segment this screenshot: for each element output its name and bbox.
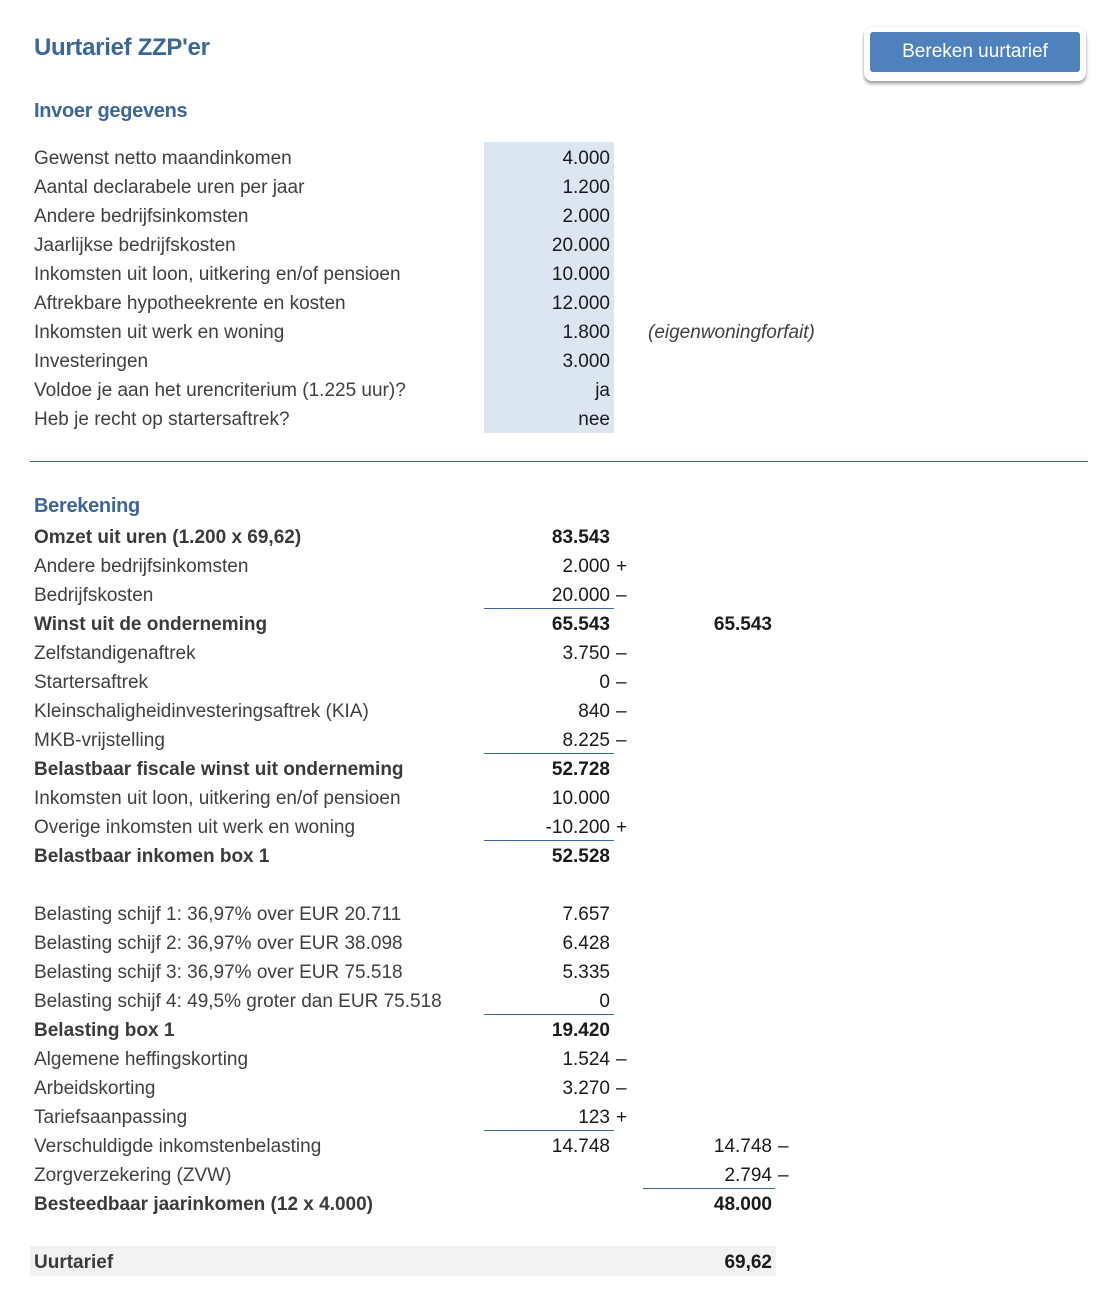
calc-value: 0 bbox=[599, 672, 610, 693]
calc-label: Belastbaar fiscale winst uit onderneming bbox=[34, 759, 404, 780]
calc-row-other-business-income bbox=[0, 552, 1118, 581]
calc-label: Arbeidskorting bbox=[34, 1078, 156, 1099]
calc-value: 10.000 bbox=[551, 788, 610, 809]
calc-value: 1.524 bbox=[562, 1049, 610, 1070]
minus-sign: – bbox=[778, 1165, 789, 1186]
desired-net-monthly-income-input[interactable] bbox=[490, 144, 610, 173]
billable-hours-input[interactable] bbox=[490, 173, 610, 202]
sum-underline bbox=[484, 753, 614, 754]
sum-underline bbox=[643, 1188, 775, 1189]
calc-value: 3.750 bbox=[562, 643, 610, 664]
calc-label: Tariefsaanpassing bbox=[34, 1107, 188, 1128]
calc-value: 6.428 bbox=[562, 933, 610, 954]
calc-label: Inkomsten uit loon, uitkering en/of pensioen bbox=[34, 788, 401, 809]
calc-value: -10.200 bbox=[545, 817, 610, 838]
calc-value: 3.270 bbox=[562, 1078, 610, 1099]
calc-row-labour-tax-credit bbox=[0, 1074, 1118, 1103]
input-label: Inkomsten uit werk en woning bbox=[34, 322, 285, 343]
minus-sign: – bbox=[616, 1049, 627, 1070]
home-income-note: (eigenwoningforfait) bbox=[648, 322, 815, 343]
hourly-rate-value: 69,62 bbox=[724, 1252, 772, 1273]
input-row-desired-net-income bbox=[0, 144, 1118, 173]
calc-label: Besteedbaar jaarinkomen (12 x 4.000) bbox=[34, 1194, 374, 1215]
minus-sign: – bbox=[616, 730, 627, 751]
input-label: Voldoe je aan het urencriterium (1.225 uur)? bbox=[34, 380, 406, 401]
calc-value: 52.528 bbox=[551, 846, 610, 867]
calc-label: Winst uit de onderneming bbox=[34, 614, 268, 635]
calc-value: 2.000 bbox=[562, 556, 610, 577]
calc-row-tax-bracket-1 bbox=[0, 900, 1118, 929]
calc-label: Startersaftrek bbox=[34, 672, 149, 693]
home-income-input[interactable] bbox=[490, 318, 610, 347]
calc-value: 19.420 bbox=[551, 1020, 610, 1041]
sum-underline bbox=[484, 840, 614, 841]
starter-deduction-input[interactable] bbox=[490, 405, 610, 434]
input-label: Aantal declarabele uren per jaar bbox=[34, 177, 305, 198]
input-row-mortgage-interest bbox=[0, 289, 1118, 318]
calc-label: Belastbaar inkomen box 1 bbox=[34, 846, 270, 867]
input-label: Gewenst netto maandinkomen bbox=[34, 148, 292, 169]
calc-value: 65.543 bbox=[551, 614, 610, 635]
sum-underline bbox=[484, 1014, 614, 1015]
calc-value-secondary: 48.000 bbox=[713, 1194, 772, 1215]
sum-underline bbox=[484, 1130, 614, 1131]
calc-row-tax-bracket-3 bbox=[0, 958, 1118, 987]
calc-row-tax-box1 bbox=[0, 1016, 1118, 1045]
calc-value: 14.748 bbox=[551, 1136, 610, 1157]
annual-business-costs-input[interactable] bbox=[490, 231, 610, 260]
calc-label: Verschuldigde inkomstenbelasting bbox=[34, 1136, 322, 1157]
calc-row-self-employed-deduction bbox=[0, 639, 1118, 668]
input-row-starter-deduction bbox=[0, 405, 1118, 434]
calc-value: 52.728 bbox=[551, 759, 610, 780]
minus-sign: – bbox=[616, 672, 627, 693]
calc-label: Belasting schijf 1: 36,97% over EUR 20.711 bbox=[34, 904, 402, 925]
calc-row-rate-adjustment bbox=[0, 1103, 1118, 1132]
calc-row-revenue-hours bbox=[0, 523, 1118, 552]
minus-sign: – bbox=[778, 1136, 789, 1157]
wage-income-input[interactable] bbox=[490, 260, 610, 289]
calc-label: Belasting schijf 4: 49,5% groter dan EUR 75.518 bbox=[34, 991, 442, 1012]
calc-value: 123 bbox=[578, 1107, 610, 1128]
calc-row-health-insurance bbox=[0, 1161, 1118, 1190]
minus-sign: – bbox=[616, 643, 627, 664]
minus-sign: – bbox=[616, 585, 627, 606]
calc-label: Omzet uit uren (1.200 x 69,62) bbox=[34, 527, 302, 548]
hours-criterion-input[interactable] bbox=[490, 376, 610, 405]
sum-underline bbox=[484, 608, 614, 609]
input-row-investments bbox=[0, 347, 1118, 376]
calc-label: Overige inkomsten uit werk en woning bbox=[34, 817, 356, 838]
other-business-income-input[interactable] bbox=[490, 202, 610, 231]
result-row-hourly-rate bbox=[0, 1248, 1118, 1277]
calc-row-kia bbox=[0, 697, 1118, 726]
input-label: Andere bedrijfsinkomsten bbox=[34, 206, 249, 227]
input-row-hours-criterion bbox=[0, 376, 1118, 405]
plus-sign: + bbox=[616, 817, 628, 838]
calc-value: 0 bbox=[599, 991, 610, 1012]
calc-label: Andere bedrijfsinkomsten bbox=[34, 556, 249, 577]
calculate-button-frame bbox=[864, 27, 1086, 81]
calc-value: 840 bbox=[578, 701, 610, 722]
calc-row-tax-bracket-4 bbox=[0, 987, 1118, 1016]
calc-label: Belasting schijf 2: 36,97% over EUR 38.098 bbox=[34, 933, 403, 954]
minus-sign: – bbox=[616, 1078, 627, 1099]
calc-label: Algemene heffingskorting bbox=[34, 1049, 249, 1070]
calc-row-other-home-income bbox=[0, 813, 1118, 842]
minus-sign: – bbox=[616, 701, 627, 722]
investments-input[interactable] bbox=[490, 347, 610, 376]
page-title: Uurtarief ZZP'er bbox=[34, 34, 210, 61]
plus-sign: + bbox=[616, 1107, 628, 1128]
calc-row-starter-deduction bbox=[0, 668, 1118, 697]
calc-value-secondary: 65.543 bbox=[713, 614, 772, 635]
calculate-rate-button[interactable]: Bereken uurtarief bbox=[870, 32, 1080, 72]
calc-row-general-tax-credit bbox=[0, 1045, 1118, 1074]
input-section-title: Invoer gegevens bbox=[34, 100, 188, 122]
calc-label: Zorgverzekering (ZVW) bbox=[34, 1165, 232, 1186]
calc-value: 20.000 bbox=[551, 585, 610, 606]
calculation-section-title: Berekening bbox=[34, 495, 140, 517]
calc-label: Belasting box 1 bbox=[34, 1020, 175, 1041]
input-row-annual-business-costs bbox=[0, 231, 1118, 260]
section-divider bbox=[30, 461, 1088, 462]
calc-row-disposable-income bbox=[0, 1190, 1118, 1219]
input-label: Heb je recht op startersaftrek? bbox=[34, 409, 290, 430]
input-label: Inkomsten uit loon, uitkering en/of pensioen bbox=[34, 264, 401, 285]
input-label: Jaarlijkse bedrijfskosten bbox=[34, 235, 236, 256]
input-label: Investeringen bbox=[34, 351, 149, 372]
input-row-billable-hours bbox=[0, 173, 1118, 202]
calc-row-business-profit bbox=[0, 610, 1118, 639]
calc-row-income-tax-due bbox=[0, 1132, 1118, 1161]
calc-label: Belasting schijf 3: 36,97% over EUR 75.518 bbox=[34, 962, 403, 983]
calc-row-business-costs bbox=[0, 581, 1118, 610]
calc-value: 5.335 bbox=[562, 962, 610, 983]
calc-value: 7.657 bbox=[562, 904, 610, 925]
input-row-other-business-income bbox=[0, 202, 1118, 231]
calc-value: 83.543 bbox=[551, 527, 610, 548]
plus-sign: + bbox=[616, 556, 628, 577]
calc-row-taxable-income-box1 bbox=[0, 842, 1118, 871]
hourly-rate-label: Uurtarief bbox=[34, 1252, 114, 1273]
calc-value: 8.225 bbox=[562, 730, 610, 751]
calc-label: Bedrijfskosten bbox=[34, 585, 154, 606]
calc-row-wage-income bbox=[0, 784, 1118, 813]
calc-value-secondary: 14.748 bbox=[713, 1136, 772, 1157]
input-label: Aftrekbare hypotheekrente en kosten bbox=[34, 293, 346, 314]
input-row-wage-income bbox=[0, 260, 1118, 289]
calc-row-tax-bracket-2 bbox=[0, 929, 1118, 958]
calc-label: Kleinschaligheidinvesteringsaftrek (KIA) bbox=[34, 701, 369, 722]
calc-label: Zelfstandigenaftrek bbox=[34, 643, 196, 664]
calc-label: MKB-vrijstelling bbox=[34, 730, 165, 751]
input-row-home-income bbox=[0, 318, 1118, 347]
calc-value-secondary: 2.794 bbox=[724, 1165, 772, 1186]
calc-row-taxable-profit bbox=[0, 755, 1118, 784]
mortgage-interest-input[interactable] bbox=[490, 289, 610, 318]
calc-row-mkb-exemption bbox=[0, 726, 1118, 755]
